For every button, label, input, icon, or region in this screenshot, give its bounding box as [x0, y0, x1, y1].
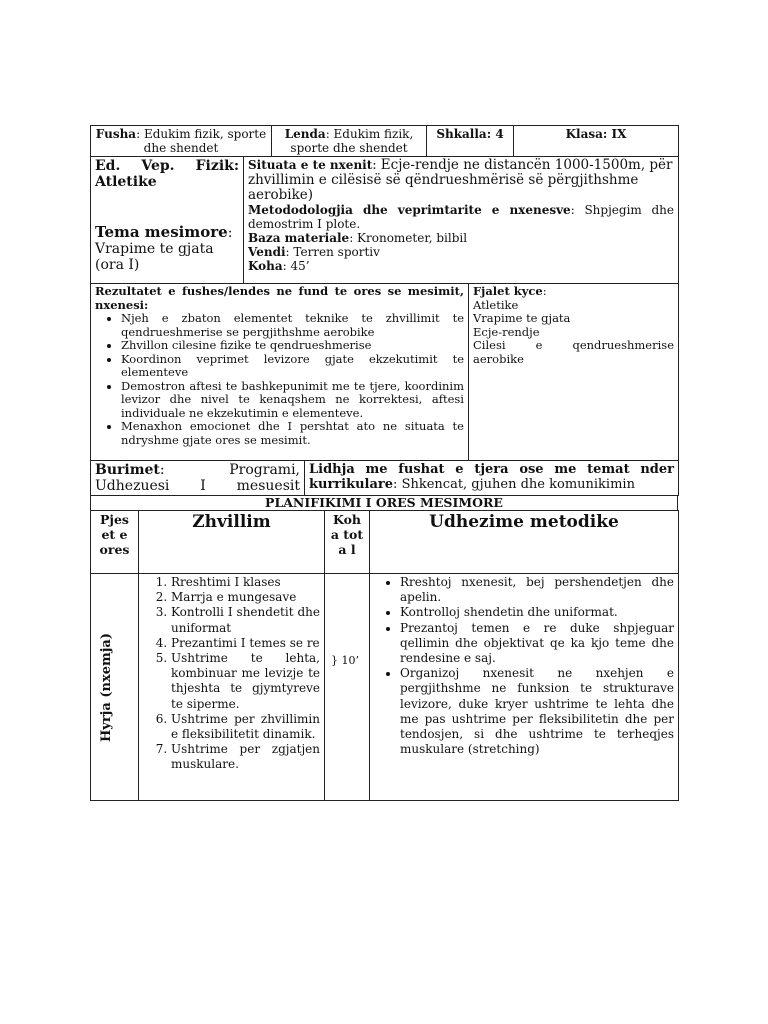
koha-value: 45’ — [290, 259, 310, 273]
time-cell — [325, 574, 370, 801]
baza-label: Baza materiale — [248, 231, 350, 245]
situation-cell: Situata e te nxenit: Ecje-rendje ne distancën 1000-1500m, për zhvillimin e cilësisë së qëndrueshmërisë së përgjithshme aerobike) Metododologjia dhe veprimtarite e nxenesve: Shpjegim dhe demostrim I plote. Baza materiale: Kronometer, bilbil Vendi: Terren sportiv Koha: 45’ — [244, 157, 679, 284]
situation-table — [90, 156, 679, 284]
metodologjia-value: Shpjegim dhe demostrim I plote. — [248, 203, 675, 231]
col-zhvillim-header — [139, 511, 325, 574]
step-item: 4. Prezantimi I temes se re — [171, 636, 320, 651]
lenda-cell: Lenda: Edukim fizik, sporte dhe shendet — [272, 126, 427, 157]
step-item: 2. Marrja e mungesave — [171, 590, 320, 605]
fusha-value: Edukim fizik, sporte dhe shendet — [143, 127, 267, 155]
keyword-item: Ecje-rendje — [473, 324, 540, 339]
plan-title: PLANIFIKIMI I ORES MESIMORE — [91, 496, 678, 511]
col-koha-label: Koh a tota l — [330, 512, 364, 557]
keyword-item: Cilesi e qendrueshmerise aerobike — [473, 338, 674, 366]
method-item: • Kontrolloj shendetin dhe uniformat. — [400, 605, 674, 620]
vendi-value: Terren sportiv — [293, 245, 380, 259]
outcome-item: • Menaxhon emocionet dhe I pershtat ato ne situata te ndryshme gjate ores se mesimit. — [121, 420, 464, 447]
col-koha-header — [325, 511, 370, 574]
tema-value: Vrapime te gjata (ora I) — [95, 241, 214, 273]
klasa-value: IX — [611, 127, 627, 141]
step-item: 6. Ushtrime per zhvillimin e fleksibilitetit dinamik. — [171, 712, 320, 742]
step-item: 3. Kontrolli I shendetit dhe uniformat — [171, 605, 320, 635]
lidhja-cell: Lidhja me fushat e tjera ose me temat nder kurrikulare: Shkencat, gjuhen dhe komunikimin — [305, 461, 679, 496]
lenda-value: Edukim fizik, sporte dhe shendet — [290, 127, 414, 155]
outcomes-cell — [91, 284, 469, 461]
outcome-item: • Demostron aftesi te bashkepunimit me te tjere, koordinim levizor dhe nivel te kenaqshem ne korrektesi, aftesi individuale ne ekzekutimin e elementeve. — [121, 380, 464, 421]
col-zhvillim-label: Zhvillim — [192, 512, 271, 532]
steps-cell — [139, 574, 325, 801]
col-udhezime-header — [370, 511, 679, 574]
steps-list — [143, 575, 320, 773]
shkalla-value: 4 — [495, 127, 504, 141]
time-value: } 10’ — [331, 654, 359, 667]
metodologjia-label: Metododologjia dhe veprimtarite e nxenesve — [248, 203, 571, 217]
vendi-label: Vendi — [248, 245, 286, 259]
situata-value: Ecje-rendje ne distancën 1000-1500m, për zhvillimin e cilësisë së qëndrueshmërisë së përgjithshme aerobike) — [248, 157, 673, 203]
methods-cell — [370, 574, 679, 801]
keyword-item: Atletike — [473, 297, 519, 312]
baza-value: Kronometer, bilbil — [357, 231, 468, 245]
step-item: 5. Ushtrime te lehta, kombinuar me levizje te thjeshta te gjymtyreve te siperme. — [171, 651, 320, 712]
shkalla-cell: Shkalla: 4 — [427, 126, 514, 157]
keywords-list — [473, 299, 674, 367]
outcomes-label: Rezultatet e fushes/lendes ne fund te ores se mesimit, nxenesi: — [95, 284, 464, 312]
subject-line1: Ed. Vep. Fizik: — [95, 158, 239, 174]
outcomes-list — [95, 312, 464, 447]
lesson-plan-document — [90, 125, 678, 801]
outcome-item: • Koordinon veprimet levizore gjate ekzekutimit te elementeve — [121, 353, 464, 380]
subject-cell: Ed. Vep. Fizik: Atletike Tema mesimore: Vrapime te gjata (ora I) — [91, 157, 244, 284]
burimet-value: Programi, Udhezuesi I mesuesit — [95, 462, 300, 494]
shkalla-label: Shkalla — [436, 127, 487, 141]
tema-label: Tema mesimore — [95, 223, 228, 241]
koha-label: Koha — [248, 259, 283, 273]
step-item: 1. Rreshtimi I klases — [171, 575, 320, 590]
fusha-cell: Fusha: Edukim fizik, sporte dhe shendet — [91, 126, 272, 157]
plan-title-table — [90, 495, 678, 511]
phase-label: Hyrja (nxemja) — [98, 632, 114, 742]
method-item: • Prezantoj temen e re duke shpjeguar qellimin dhe objektivat qe ka kjo teme dhe rendesine e saj. — [400, 621, 674, 667]
keywords-label: Fjalet kyce — [473, 284, 543, 298]
keywords-cell: Fjalet kyce: Atletike Vrapime te gjata Ecje-rendje Cilesi e qendrueshmerise aerobike — [469, 284, 679, 461]
outcome-item: • Zhvillon cilesine fizike te qendrueshmerise — [121, 339, 464, 353]
burimet-cell: Burimet: Programi, Udhezuesi I mesuesit — [91, 461, 305, 496]
col-pjeset-label: Pjes et e ores — [99, 512, 130, 557]
outcomes-table — [90, 283, 679, 461]
plan-table — [90, 510, 679, 801]
col-udhezime-label: Udhezime metodike — [429, 512, 619, 532]
subject-line2: Atletike — [95, 174, 157, 190]
klasa-cell: Klasa: IX — [514, 126, 679, 157]
phase-cell — [91, 574, 139, 801]
lenda-label: Lenda — [284, 127, 326, 141]
step-item: 7. Ushtrime per zgjatjen muskulare. — [171, 742, 320, 772]
col-pjeset-header — [91, 511, 139, 574]
methods-list — [374, 575, 674, 757]
header-table — [90, 125, 679, 157]
method-item: • Organizoj nxenesit ne nxehjen e pergjithshme ne funksion te strukturave levizore, duke kryer ushtrime te lehta dhe me pas ushtrime per fleksibilitetin dhe per tendosjen, si dhe ushtrime te terheqjes muskulare (stretching) — [400, 666, 674, 757]
resources-table — [90, 460, 679, 496]
method-item: • Rreshtoj nxenesit, bej pershendetjen dhe apelin. — [400, 575, 674, 605]
outcome-item: • Njeh e zbaton elementet teknike te zhvillimit te qendrueshmerise se pergjithshme aerobike — [121, 312, 464, 339]
klasa-label: Klasa — [565, 127, 603, 141]
situata-label: Situata e te nxenit — [248, 158, 373, 172]
lidhja-label: Lidhja me fushat e tjera ose me temat nder kurrikulare — [309, 462, 674, 492]
fusha-label: Fusha — [95, 127, 137, 141]
burimet-label: Burimet — [95, 462, 160, 478]
keyword-item: Vrapime te gjata — [473, 311, 571, 325]
lidhja-value: Shkencat, gjuhen dhe komunikimin — [401, 477, 635, 492]
